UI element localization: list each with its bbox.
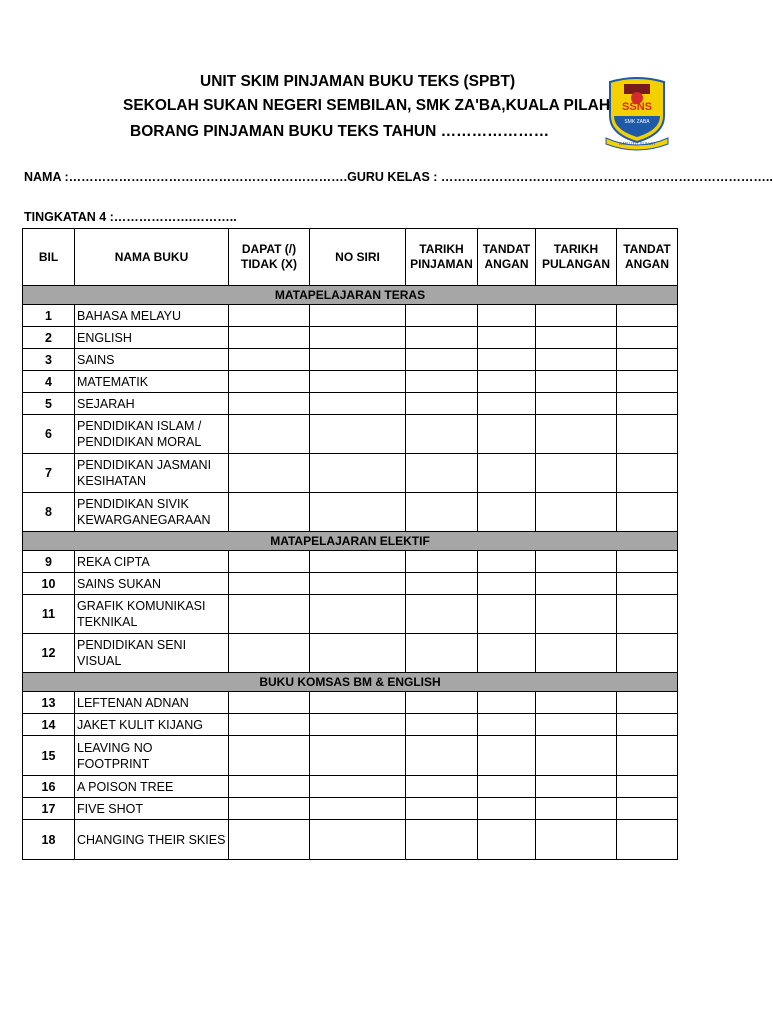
table-row bbox=[23, 305, 678, 327]
book-name-line2: TEKNIKAL bbox=[77, 615, 138, 629]
cell-no-siri[interactable] bbox=[310, 305, 406, 327]
cell-dapat-tidak[interactable] bbox=[229, 595, 310, 634]
section-title: MATAPELAJARAN TERAS bbox=[23, 286, 678, 305]
cell-tarikh-pulangan[interactable] bbox=[536, 493, 617, 532]
cell-tarikh-pinjaman[interactable] bbox=[406, 736, 478, 776]
cell-tarikh-pinjaman[interactable] bbox=[406, 371, 478, 393]
table-row bbox=[23, 573, 678, 595]
cell-no-siri[interactable] bbox=[310, 798, 406, 820]
cell-tarikh-pulangan[interactable] bbox=[536, 349, 617, 371]
row-bil: 17 bbox=[23, 798, 75, 820]
section-row bbox=[23, 673, 678, 692]
row-bil: 13 bbox=[23, 692, 75, 714]
col-no-siri: NO SIRI bbox=[310, 229, 406, 286]
cell-dapat-tidak[interactable] bbox=[229, 454, 310, 493]
cell-tarikh-pinjaman[interactable] bbox=[406, 573, 478, 595]
row-book-name bbox=[75, 393, 229, 415]
cell-no-siri[interactable] bbox=[310, 327, 406, 349]
row-bil: 18 bbox=[23, 820, 75, 860]
book-name-line1: BAHASA MELAYU bbox=[77, 308, 181, 323]
table-row bbox=[23, 714, 678, 736]
table-row bbox=[23, 820, 678, 860]
cell-tandatangan-2[interactable] bbox=[617, 692, 678, 714]
cell-tandatangan-2[interactable] bbox=[617, 454, 678, 493]
cell-tarikh-pinjaman[interactable] bbox=[406, 551, 478, 573]
book-name-line1: GRAFIK KOMUNIKASI bbox=[77, 599, 206, 613]
book-name-line1: SEJARAH bbox=[77, 396, 135, 411]
tingkatan-field: TINGKATAN 4 :……………….……….. bbox=[24, 210, 237, 224]
cell-tarikh-pulangan[interactable] bbox=[536, 736, 617, 776]
cell-tarikh-pulangan[interactable] bbox=[536, 820, 617, 860]
book-name-line1: SAINS bbox=[77, 352, 115, 367]
table-row bbox=[23, 454, 678, 493]
row-bil: 8 bbox=[23, 493, 75, 532]
cell-dapat-tidak[interactable] bbox=[229, 634, 310, 673]
cell-tarikh-pulangan[interactable] bbox=[536, 776, 617, 798]
cell-tandatangan-2[interactable] bbox=[617, 634, 678, 673]
cell-tandatangan-2[interactable] bbox=[617, 371, 678, 393]
row-book-name bbox=[75, 305, 229, 327]
cell-no-siri[interactable] bbox=[310, 371, 406, 393]
cell-tandatangan-1[interactable] bbox=[478, 595, 536, 634]
cell-tarikh-pulangan[interactable] bbox=[536, 551, 617, 573]
row-bil: 5 bbox=[23, 393, 75, 415]
cell-tarikh-pinjaman[interactable] bbox=[406, 415, 478, 454]
row-book-name bbox=[75, 714, 229, 736]
cell-tarikh-pinjaman[interactable] bbox=[406, 714, 478, 736]
row-book-name bbox=[75, 573, 229, 595]
cell-tarikh-pulangan[interactable] bbox=[536, 798, 617, 820]
book-name-line1: SAINS SUKAN bbox=[77, 576, 162, 591]
cell-no-siri[interactable] bbox=[310, 692, 406, 714]
cell-tarikh-pulangan[interactable] bbox=[536, 714, 617, 736]
cell-tandatangan-1[interactable] bbox=[478, 573, 536, 595]
cell-no-siri[interactable] bbox=[310, 393, 406, 415]
table-row bbox=[23, 393, 678, 415]
row-bil: 6 bbox=[23, 415, 75, 454]
book-name-line1: PENDIDIKAN JASMANI bbox=[77, 458, 212, 472]
col-tandatangan-2: TANDAT ANGAN bbox=[617, 229, 678, 286]
cell-tarikh-pinjaman[interactable] bbox=[406, 692, 478, 714]
row-book-name bbox=[75, 820, 229, 860]
cell-tandatangan-1[interactable] bbox=[478, 393, 536, 415]
row-bil: 11 bbox=[23, 595, 75, 634]
cell-dapat-tidak[interactable] bbox=[229, 393, 310, 415]
section-title: MATAPELAJARAN ELEKTIF bbox=[23, 532, 678, 551]
col-tarikh-pinjaman: TARIKH PINJAMAN bbox=[406, 229, 478, 286]
cell-tandatangan-2[interactable] bbox=[617, 714, 678, 736]
cell-tarikh-pulangan[interactable] bbox=[536, 305, 617, 327]
row-book-name bbox=[75, 634, 229, 673]
cell-no-siri[interactable] bbox=[310, 714, 406, 736]
cell-no-siri[interactable] bbox=[310, 776, 406, 798]
cell-tandatangan-1[interactable] bbox=[478, 454, 536, 493]
cell-tarikh-pulangan[interactable] bbox=[536, 573, 617, 595]
book-name-line2: VISUAL bbox=[77, 654, 122, 668]
cell-tandatangan-1[interactable] bbox=[478, 305, 536, 327]
book-name-line2: KESIHATAN bbox=[77, 474, 146, 488]
cell-dapat-tidak[interactable] bbox=[229, 305, 310, 327]
cell-tandatangan-2[interactable] bbox=[617, 776, 678, 798]
cell-tarikh-pulangan[interactable] bbox=[536, 595, 617, 634]
book-name-line1: PENDIDIKAN SIVIK bbox=[77, 497, 189, 511]
cell-tarikh-pinjaman[interactable] bbox=[406, 820, 478, 860]
cell-no-siri[interactable] bbox=[310, 551, 406, 573]
cell-tarikh-pulangan[interactable] bbox=[536, 634, 617, 673]
book-name-line1: CHANGING THEIR SKIES bbox=[77, 832, 226, 847]
cell-tarikh-pulangan[interactable] bbox=[536, 454, 617, 493]
col-tandatangan-1: TANDAT ANGAN bbox=[478, 229, 536, 286]
row-book-name bbox=[75, 692, 229, 714]
col-nama-buku: NAMA BUKU bbox=[75, 229, 229, 286]
cell-tarikh-pinjaman[interactable] bbox=[406, 349, 478, 371]
cell-no-siri[interactable] bbox=[310, 634, 406, 673]
row-book-name bbox=[75, 327, 229, 349]
logo-ssns-text: SSNS bbox=[622, 101, 652, 113]
cell-tandatangan-2[interactable] bbox=[617, 493, 678, 532]
cell-tandatangan-2[interactable] bbox=[617, 595, 678, 634]
row-bil: 4 bbox=[23, 371, 75, 393]
form-title-borang: BORANG PINJAMAN BUKU TEKS TAHUN ………………… bbox=[130, 123, 550, 140]
book-name-line1: MATEMATIK bbox=[77, 374, 149, 389]
row-bil: 10 bbox=[23, 573, 75, 595]
col-dapat-tidak: DAPAT (/) TIDAK (X) bbox=[229, 229, 310, 286]
book-name-line1: LEFTENAN ADNAN bbox=[77, 695, 189, 710]
cell-tarikh-pulangan[interactable] bbox=[536, 692, 617, 714]
row-book-name bbox=[75, 595, 229, 634]
row-bil: 16 bbox=[23, 776, 75, 798]
cell-tarikh-pinjaman[interactable] bbox=[406, 776, 478, 798]
cell-tandatangan-1[interactable] bbox=[478, 551, 536, 573]
logo-sub-text: SMK ZABA bbox=[624, 119, 650, 125]
cell-no-siri[interactable] bbox=[310, 573, 406, 595]
row-bil: 14 bbox=[23, 714, 75, 736]
row-bil: 3 bbox=[23, 349, 75, 371]
cell-tarikh-pinjaman[interactable] bbox=[406, 595, 478, 634]
row-book-name bbox=[75, 736, 229, 776]
row-book-name bbox=[75, 371, 229, 393]
cell-tandatangan-1[interactable] bbox=[478, 714, 536, 736]
cell-no-siri[interactable] bbox=[310, 493, 406, 532]
cell-tandatangan-2[interactable] bbox=[617, 393, 678, 415]
cell-tandatangan-1[interactable] bbox=[478, 415, 536, 454]
col-bil: BIL bbox=[23, 229, 75, 286]
book-name-line2: PENDIDIKAN MORAL bbox=[77, 435, 202, 449]
book-name-line1: PENDIDIKAN SENI bbox=[77, 638, 187, 652]
logo-motto-text: ILMU ITU SULUH bbox=[619, 141, 655, 146]
book-name-line1: JAKET KULIT KIJANG bbox=[77, 717, 203, 732]
table-row bbox=[23, 415, 678, 454]
row-bil: 12 bbox=[23, 634, 75, 673]
cell-tarikh-pulangan[interactable] bbox=[536, 327, 617, 349]
school-crest-logo bbox=[604, 76, 670, 148]
cell-dapat-tidak[interactable] bbox=[229, 776, 310, 798]
cell-dapat-tidak[interactable] bbox=[229, 349, 310, 371]
cell-tandatangan-2[interactable] bbox=[617, 573, 678, 595]
cell-no-siri[interactable] bbox=[310, 736, 406, 776]
cell-tandatangan-1[interactable] bbox=[478, 493, 536, 532]
section-row bbox=[23, 286, 678, 305]
cell-dapat-tidak[interactable] bbox=[229, 493, 310, 532]
cell-dapat-tidak[interactable] bbox=[229, 692, 310, 714]
book-name-line1: FIVE SHOT bbox=[77, 801, 143, 816]
cell-tandatangan-1[interactable] bbox=[478, 692, 536, 714]
table-row bbox=[23, 798, 678, 820]
table-row bbox=[23, 776, 678, 798]
row-book-name bbox=[75, 415, 229, 454]
row-book-name bbox=[75, 798, 229, 820]
cell-dapat-tidak[interactable] bbox=[229, 327, 310, 349]
cell-tandatangan-2[interactable] bbox=[617, 349, 678, 371]
cell-tarikh-pulangan[interactable] bbox=[536, 371, 617, 393]
table-row bbox=[23, 595, 678, 634]
cell-dapat-tidak[interactable] bbox=[229, 714, 310, 736]
table-row bbox=[23, 327, 678, 349]
row-bil: 9 bbox=[23, 551, 75, 573]
book-name-line1: LEAVING NO FOOTPRINT bbox=[77, 740, 153, 771]
cell-tarikh-pulangan[interactable] bbox=[536, 393, 617, 415]
cell-tandatangan-2[interactable] bbox=[617, 736, 678, 776]
row-book-name bbox=[75, 493, 229, 532]
cell-dapat-tidak[interactable] bbox=[229, 736, 310, 776]
cell-tandatangan-1[interactable] bbox=[478, 371, 536, 393]
cell-tandatangan-2[interactable] bbox=[617, 551, 678, 573]
row-bil: 7 bbox=[23, 454, 75, 493]
table-row bbox=[23, 736, 678, 776]
cell-tandatangan-2[interactable] bbox=[617, 820, 678, 860]
cell-tandatangan-1[interactable] bbox=[478, 634, 536, 673]
cell-tarikh-pinjaman[interactable] bbox=[406, 305, 478, 327]
cell-tandatangan-1[interactable] bbox=[478, 776, 536, 798]
cell-no-siri[interactable] bbox=[310, 415, 406, 454]
table-row bbox=[23, 692, 678, 714]
row-book-name bbox=[75, 349, 229, 371]
table-row bbox=[23, 551, 678, 573]
row-book-name bbox=[75, 776, 229, 798]
cell-no-siri[interactable] bbox=[310, 595, 406, 634]
book-name-line2: KEWARGANEGARAAN bbox=[77, 513, 211, 527]
cell-tandatangan-1[interactable] bbox=[478, 798, 536, 820]
table-row bbox=[23, 349, 678, 371]
book-loan-table bbox=[22, 228, 678, 860]
row-book-name bbox=[75, 454, 229, 493]
cell-tarikh-pulangan[interactable] bbox=[536, 415, 617, 454]
cell-no-siri[interactable] bbox=[310, 820, 406, 860]
table-row bbox=[23, 371, 678, 393]
nama-guru-kelas-field: NAMA :………………………………………………………….GURU KELAS : …………………………………………………………………….. bbox=[24, 170, 773, 184]
table-row bbox=[23, 493, 678, 532]
cell-tarikh-pinjaman[interactable] bbox=[406, 454, 478, 493]
col-tarikh-pulangan: TARIKH PULANGAN bbox=[536, 229, 617, 286]
cell-tarikh-pinjaman[interactable] bbox=[406, 634, 478, 673]
cell-tarikh-pinjaman[interactable] bbox=[406, 493, 478, 532]
table-row bbox=[23, 634, 678, 673]
book-name-line1: A POISON TREE bbox=[77, 779, 174, 794]
form-title-unit: UNIT SKIM PINJAMAN BUKU TEKS (SPBT) bbox=[200, 73, 516, 90]
book-name-line1: ENGLISH bbox=[77, 330, 132, 345]
cell-tarikh-pinjaman[interactable] bbox=[406, 327, 478, 349]
cell-tandatangan-2[interactable] bbox=[617, 305, 678, 327]
row-bil: 15 bbox=[23, 736, 75, 776]
cell-dapat-tidak[interactable] bbox=[229, 573, 310, 595]
cell-no-siri[interactable] bbox=[310, 454, 406, 493]
section-title: BUKU KOMSAS BM & ENGLISH bbox=[23, 673, 678, 692]
cell-tandatangan-2[interactable] bbox=[617, 327, 678, 349]
row-bil: 2 bbox=[23, 327, 75, 349]
cell-dapat-tidak[interactable] bbox=[229, 551, 310, 573]
section-row bbox=[23, 532, 678, 551]
cell-dapat-tidak[interactable] bbox=[229, 820, 310, 860]
row-bil: 1 bbox=[23, 305, 75, 327]
cell-tarikh-pinjaman[interactable] bbox=[406, 393, 478, 415]
cell-tandatangan-1[interactable] bbox=[478, 327, 536, 349]
cell-tandatangan-2[interactable] bbox=[617, 415, 678, 454]
cell-tandatangan-1[interactable] bbox=[478, 349, 536, 371]
cell-dapat-tidak[interactable] bbox=[229, 371, 310, 393]
cell-tandatangan-1[interactable] bbox=[478, 736, 536, 776]
cell-dapat-tidak[interactable] bbox=[229, 415, 310, 454]
cell-tandatangan-2[interactable] bbox=[617, 798, 678, 820]
form-title-school: SEKOLAH SUKAN NEGERI SEMBILAN, SMK ZA'BA,KUALA PILAH bbox=[123, 97, 611, 114]
cell-no-siri[interactable] bbox=[310, 349, 406, 371]
cell-tandatangan-1[interactable] bbox=[478, 820, 536, 860]
book-name-line1: REKA CIPTA bbox=[77, 554, 150, 569]
cell-tarikh-pinjaman[interactable] bbox=[406, 798, 478, 820]
book-name-line1: PENDIDIKAN ISLAM / bbox=[77, 419, 202, 433]
cell-dapat-tidak[interactable] bbox=[229, 798, 310, 820]
row-book-name bbox=[75, 551, 229, 573]
